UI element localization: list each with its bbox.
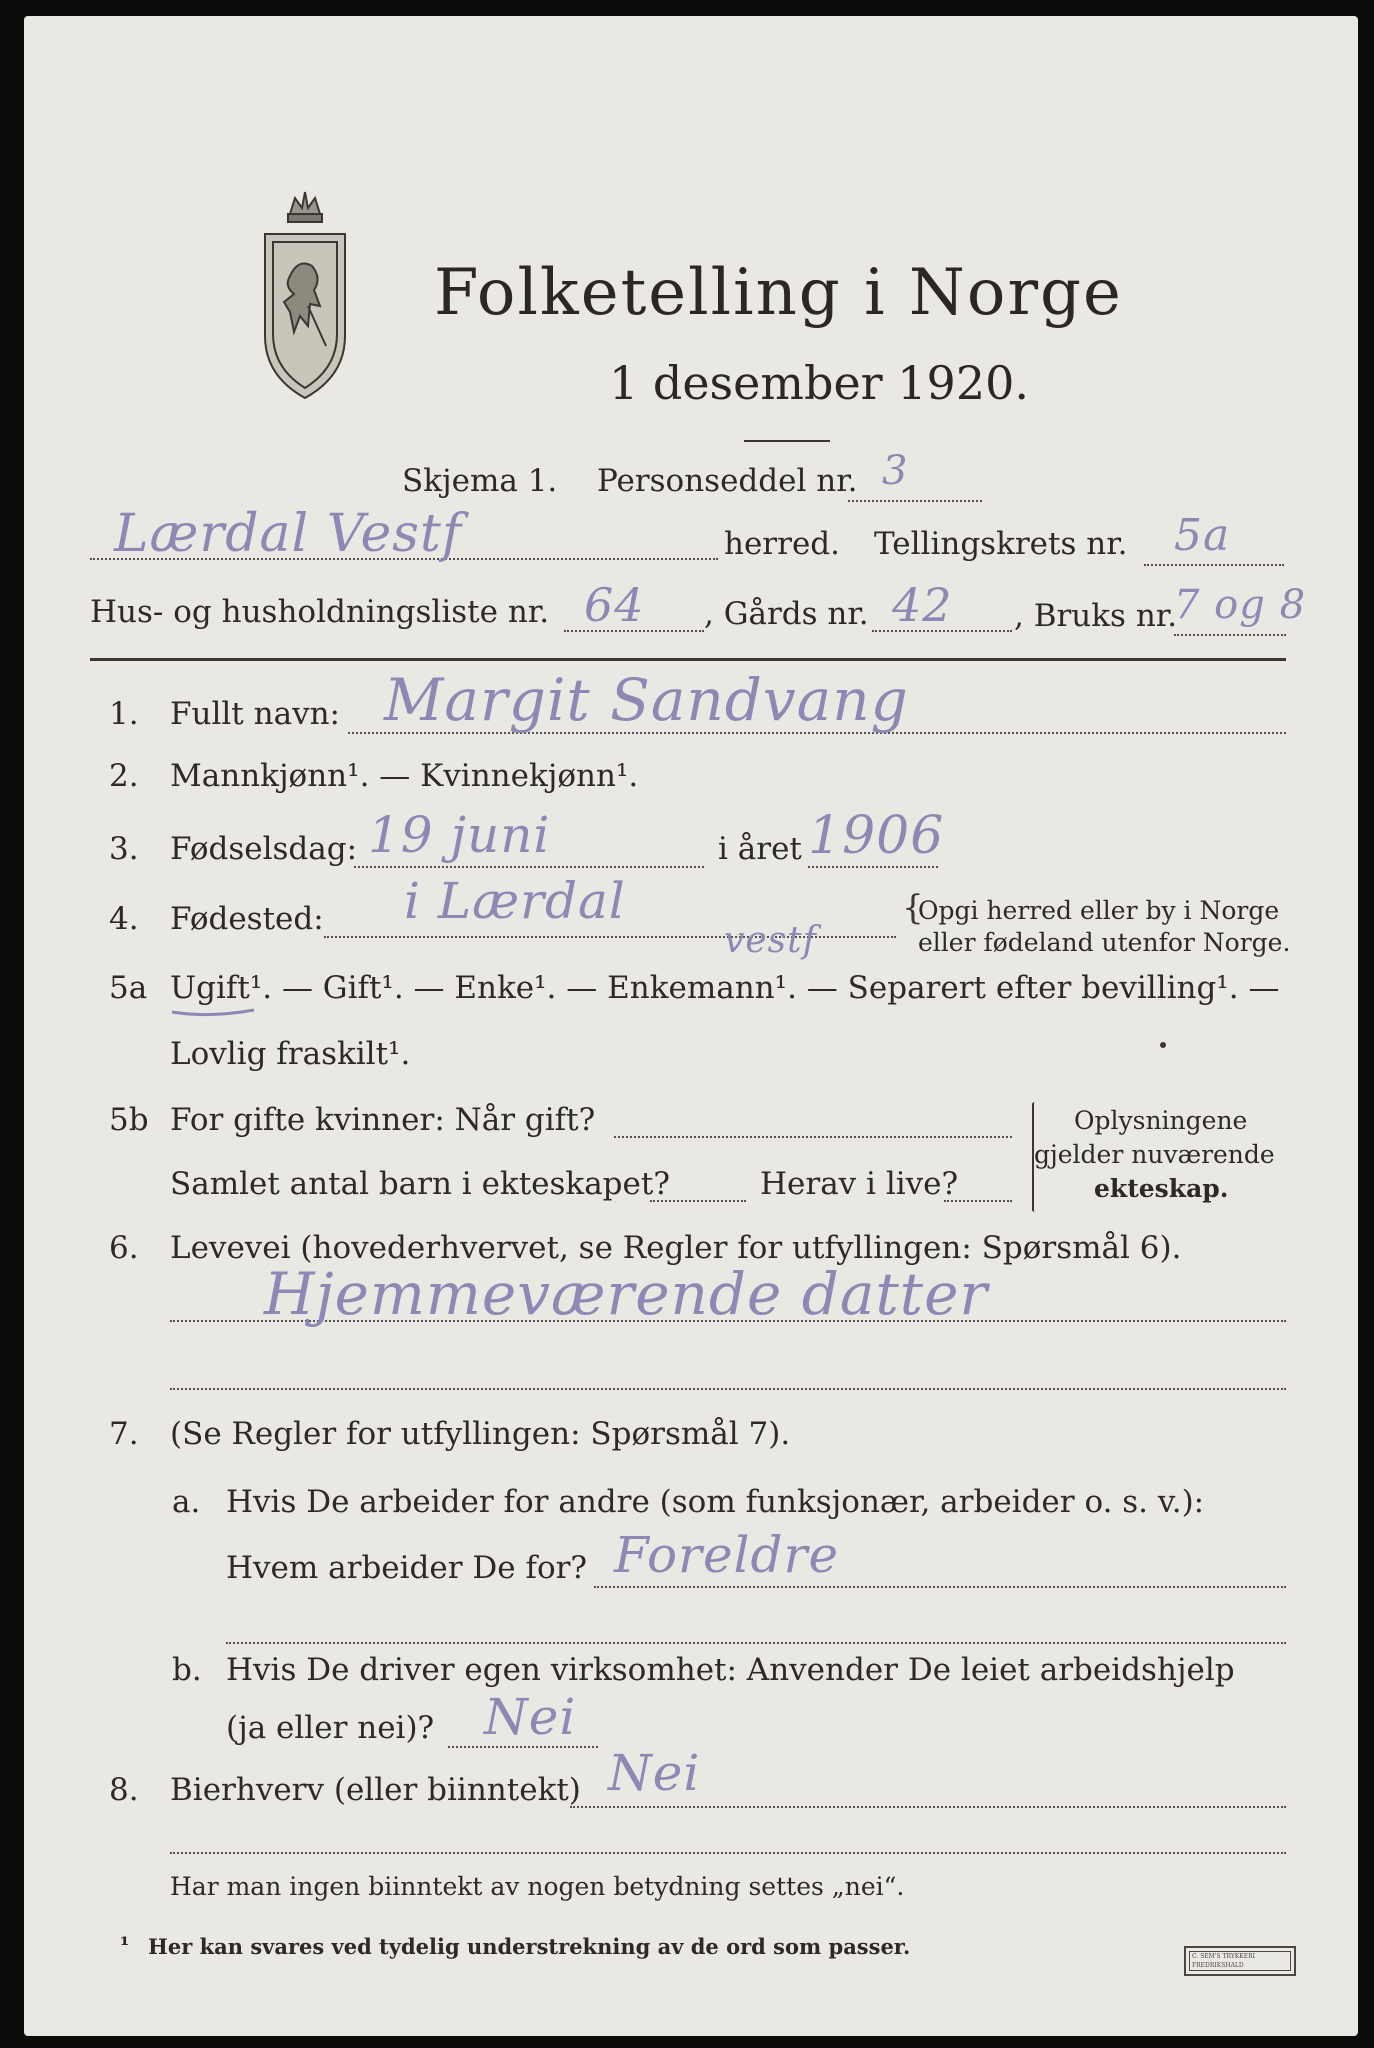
gards-label: , Gårds nr. bbox=[704, 596, 869, 632]
q3-number: 3. bbox=[109, 831, 139, 867]
birthplace-value: i Lærdal bbox=[404, 872, 626, 930]
tellingskrets-value: 5a bbox=[1174, 510, 1231, 561]
tellingskrets-label: Tellingskrets nr. bbox=[874, 526, 1128, 562]
printer-stamp: C. SEM'S TRYKKERI FREDRIKSHALD bbox=[1184, 1946, 1296, 1976]
bruks-label: , Bruks nr. bbox=[1014, 598, 1178, 634]
q4-number: 4. bbox=[109, 901, 139, 937]
coat-of-arms-icon bbox=[250, 186, 360, 406]
side-income-note: Har man ingen biinntekt av nogen betydning settes „nei“. bbox=[170, 1872, 905, 1901]
header-separator bbox=[90, 658, 1286, 661]
employer-field[interactable] bbox=[594, 1586, 1286, 1588]
hired-help-field[interactable] bbox=[448, 1746, 598, 1748]
q1-label: Fullt navn: bbox=[170, 696, 340, 732]
q1-number: 1. bbox=[109, 696, 139, 732]
q5b-number: 5b bbox=[109, 1102, 149, 1138]
occupation-value: Hjemmeværende datter bbox=[264, 1260, 989, 1328]
gender-options: Mannkjønn¹. — Kvinnekjønn¹. bbox=[170, 758, 639, 794]
q5b-note-2: gjelder nuværende bbox=[1034, 1140, 1275, 1169]
birthplace-value-2: vestf bbox=[724, 920, 817, 961]
q3-label: Fødselsdag: bbox=[170, 831, 358, 867]
side-income-value: Nei bbox=[608, 1744, 701, 1802]
alive-field[interactable] bbox=[944, 1200, 1012, 1202]
q8-number: 8. bbox=[109, 1772, 139, 1808]
employer-label: Hvem arbeider De for? bbox=[226, 1550, 588, 1586]
q6-number: 6. bbox=[109, 1230, 139, 1266]
herred-value: Lærdal Vestf bbox=[114, 504, 463, 564]
census-date: 1 desember 1920. bbox=[609, 356, 1029, 410]
q5b-note-3: ekteskap. bbox=[1094, 1174, 1229, 1203]
children-field[interactable] bbox=[650, 1200, 746, 1202]
form-title: Folketelling i Norge bbox=[434, 256, 1123, 330]
married-when-field[interactable] bbox=[614, 1136, 1012, 1138]
alive-label: Herav i live? bbox=[760, 1166, 959, 1202]
q7-number: 7. bbox=[109, 1416, 139, 1452]
birthday-value: 19 juni bbox=[368, 806, 551, 864]
side-income-label: Bierhverv (eller biinntekt) bbox=[170, 1772, 581, 1808]
husholdning-value: 64 bbox=[584, 578, 645, 632]
q4-label: Fødested: bbox=[170, 901, 324, 937]
birth-year-field[interactable] bbox=[808, 866, 938, 868]
footnote-mark: ¹ bbox=[120, 1932, 130, 1957]
gards-value: 42 bbox=[892, 578, 953, 632]
married-when-label: For gifte kvinner: Når gift? bbox=[170, 1102, 596, 1138]
marital-status-options: Ugift¹. — Gift¹. — Enke¹. — Enkemann¹. — Separert efter bevilling¹. — bbox=[170, 970, 1280, 1006]
personseddel-value: 3 bbox=[882, 448, 909, 494]
q7a-letter: a. bbox=[172, 1484, 201, 1520]
q5a-number: 5a bbox=[109, 970, 148, 1006]
ugift-underline bbox=[170, 1006, 256, 1020]
birthplace-note-brace: { bbox=[902, 888, 924, 928]
birthplace-note-2: eller fødeland utenfor Norge. bbox=[918, 928, 1291, 957]
year-label: i året bbox=[718, 831, 802, 867]
side-income-field[interactable] bbox=[570, 1806, 1286, 1808]
q7a-line1: Hvis De arbeider for andre (som funksjonær, arbeider o. s. v.): bbox=[226, 1484, 1205, 1520]
children-label: Samlet antal barn i ekteskapet? bbox=[170, 1166, 670, 1202]
husholdning-label: Hus- og husholdningsliste nr. bbox=[90, 594, 550, 630]
personseddel-field[interactable] bbox=[848, 500, 982, 502]
occupation-label: Levevei (hovederhvervet, se Regler for utfyllingen: Spørsmål 6). bbox=[170, 1230, 1182, 1266]
ink-speck bbox=[1160, 1042, 1166, 1048]
occupation-field-2[interactable] bbox=[170, 1388, 1286, 1390]
footnote-text: Her kan svares ved tydelig understrekning av de ord som passer. bbox=[148, 1934, 911, 1959]
tellingskrets-field[interactable] bbox=[1144, 564, 1284, 566]
employer-field-2[interactable] bbox=[226, 1642, 1286, 1644]
marital-status-options-2: Lovlig fraskilt¹. bbox=[170, 1036, 411, 1072]
q7-label: (Se Regler for utfyllingen: Spørsmål 7). bbox=[170, 1416, 791, 1452]
schema-label: Skjema 1. bbox=[402, 463, 558, 499]
employer-value: Foreldre bbox=[614, 1526, 840, 1584]
q7b-letter: b. bbox=[172, 1652, 202, 1688]
personseddel-label: Personseddel nr. bbox=[597, 463, 858, 499]
q7b-line1: Hvis De driver egen virksomhet: Anvender De leiet arbeidshjelp bbox=[226, 1652, 1235, 1688]
title-divider bbox=[744, 440, 830, 442]
hired-help-value: Nei bbox=[484, 1688, 577, 1746]
birth-year-value: 1906 bbox=[808, 806, 945, 866]
hired-help-label: (ja eller nei)? bbox=[226, 1710, 435, 1746]
q5b-note-1: Oplysningene bbox=[1074, 1106, 1248, 1135]
bruks-field[interactable] bbox=[1174, 634, 1286, 636]
side-income-field-2[interactable] bbox=[170, 1852, 1286, 1854]
bruks-value: 7 og 8 bbox=[1174, 582, 1307, 628]
q2-number: 2. bbox=[109, 758, 139, 794]
census-form bbox=[24, 16, 1358, 2036]
birthday-field[interactable] bbox=[354, 866, 704, 868]
herred-label: herred. bbox=[724, 526, 840, 562]
full-name-value: Margit Sandvang bbox=[384, 666, 909, 734]
birthplace-note-1: Opgi herred eller by i Norge bbox=[918, 896, 1280, 925]
